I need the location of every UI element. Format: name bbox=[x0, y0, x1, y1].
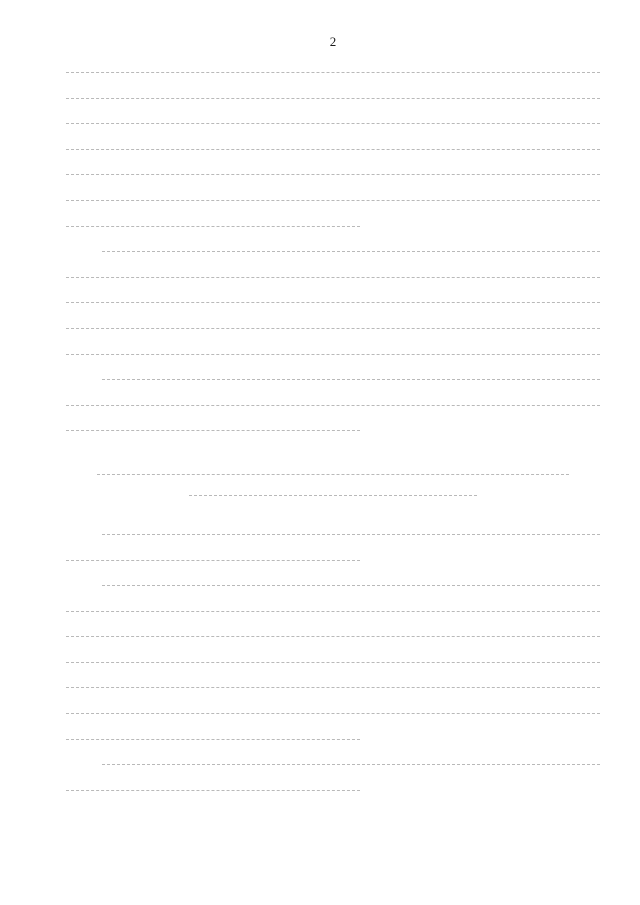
paragraph-2-2 bbox=[66, 573, 600, 752]
paragraph-1-3 bbox=[66, 367, 600, 444]
page-number: 2 bbox=[329, 34, 337, 49]
paragraph-subsidy-formation bbox=[66, 239, 600, 367]
paragraph-continuation bbox=[66, 60, 600, 239]
section-heading bbox=[76, 464, 590, 506]
paragraph-2-1 bbox=[66, 522, 600, 573]
paragraph-2-2-1 bbox=[66, 752, 600, 803]
